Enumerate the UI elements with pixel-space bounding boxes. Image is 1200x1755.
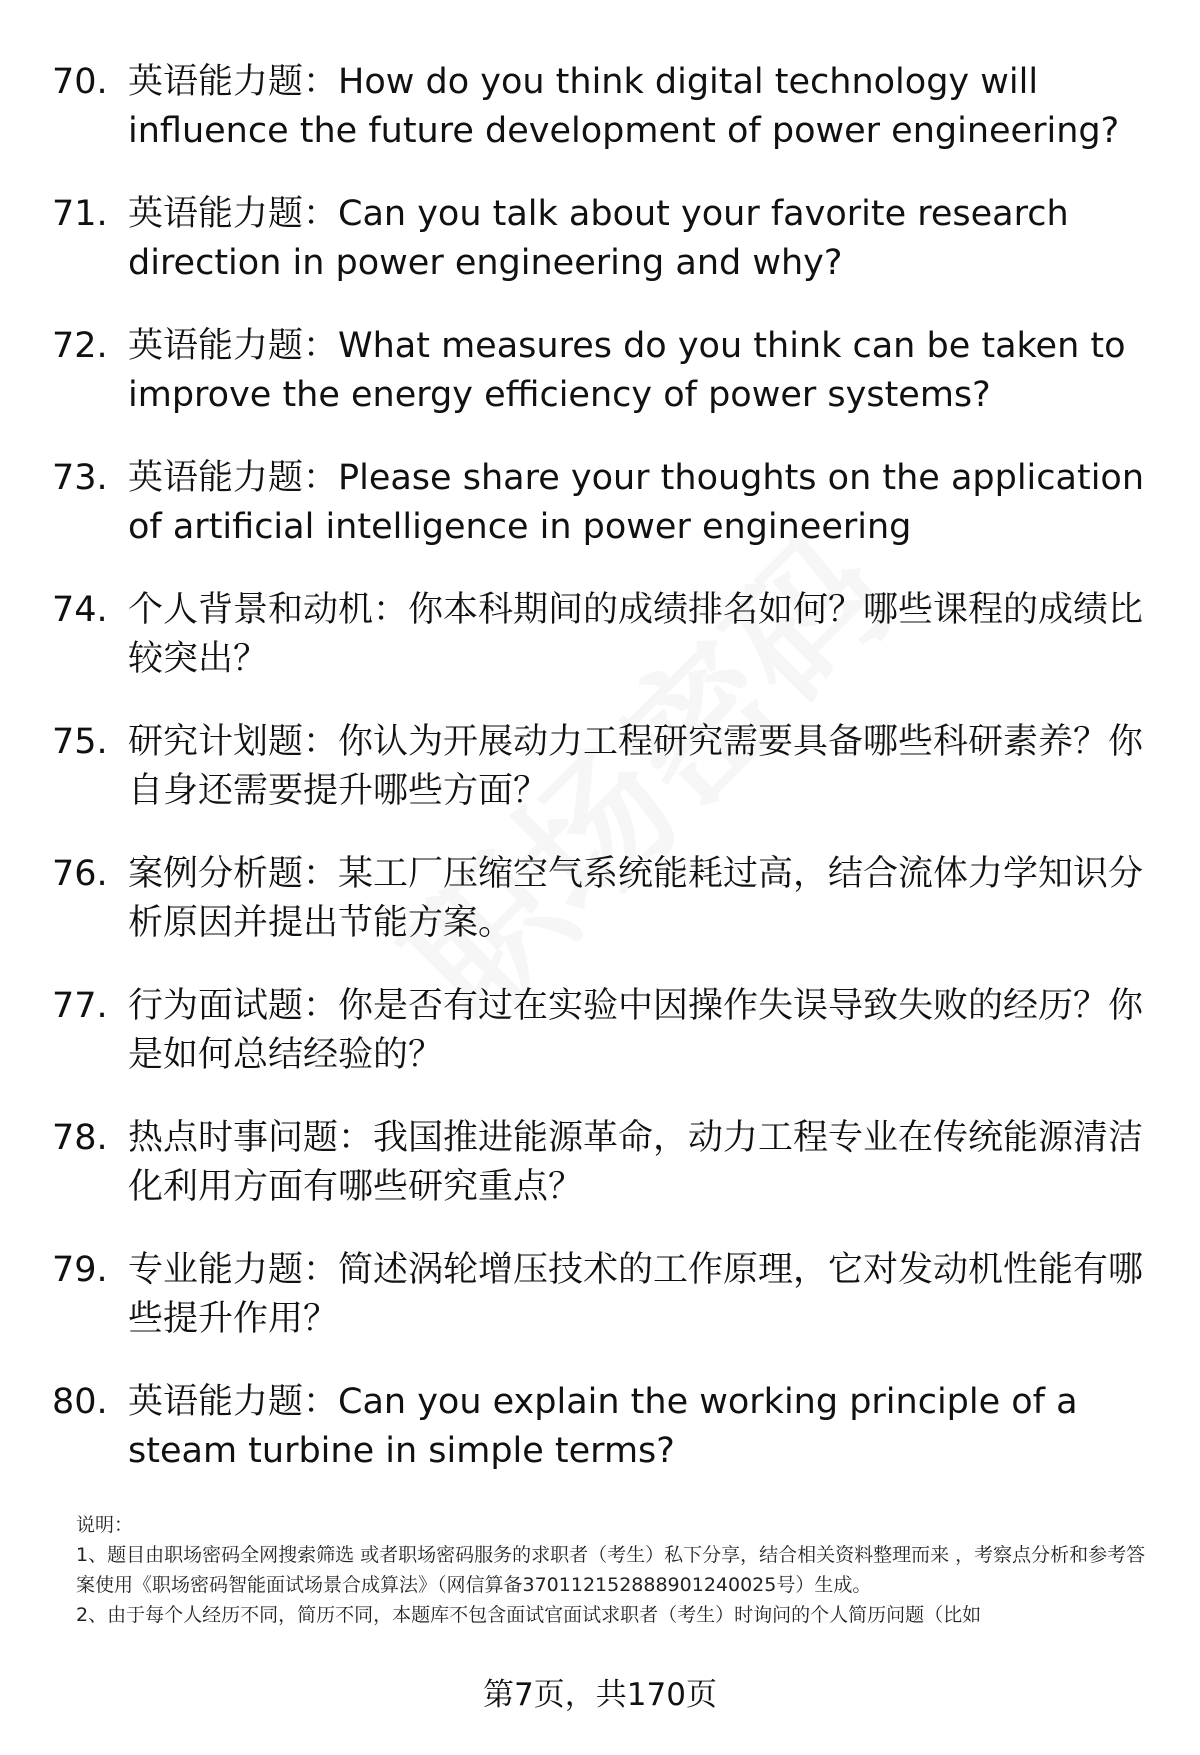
question-text: 个人背景和动机：你本科期间的成绩排名如何？哪些课程的成绩比较突出？	[128, 590, 1144, 679]
question-number: 73.	[52, 458, 108, 498]
question-item	[52, 718, 1152, 816]
question-list	[52, 58, 1152, 1510]
question-number: 79.	[52, 1250, 108, 1290]
question-number: 75.	[52, 722, 108, 762]
notes-section	[76, 1510, 1156, 1630]
question-number: 77.	[52, 986, 108, 1026]
notes-heading: 说明：	[76, 1514, 134, 1536]
question-text: 英语能力题：What measures do you think can be taken to improve the energy efficiency of power systems?	[128, 326, 1126, 415]
question-number: 80.	[52, 1382, 108, 1422]
question-item	[52, 454, 1152, 552]
notes-item: 1、题目由职场密码全网搜索筛选 或者职场密码服务的求职者（考生）私下分享，结合相关资料整理而来 ，考察点分析和参考答案使用《职场密码智能面试场景合成算法》（网信算备370112152888901240025号）生成。	[76, 1544, 1146, 1596]
question-text: 英语能力题：Please share your thoughts on the application of artificial intelligence in power engineering	[128, 458, 1145, 547]
question-number: 76.	[52, 854, 108, 894]
question-text: 英语能力题：How do you think digital technology will influence the future development of power engineering?	[128, 62, 1120, 151]
page-number: 第7页，共170页	[483, 1677, 717, 1713]
question-text: 英语能力题：Can you talk about your favorite research direction in power engineering and why?	[128, 194, 1069, 283]
question-item	[52, 58, 1152, 156]
question-item	[52, 322, 1152, 420]
question-text: 专业能力题：简述涡轮增压技术的工作原理，它对发动机性能有哪些提升作用？	[128, 1250, 1144, 1339]
question-text: 行为面试题：你是否有过在实验中因操作失误导致失败的经历？你是如何总结经验的？	[128, 986, 1144, 1075]
question-text: 案例分析题：某工厂压缩空气系统能耗过高，结合流体力学知识分析原因并提出节能方案。	[128, 854, 1144, 943]
question-number: 78.	[52, 1118, 108, 1158]
question-item	[52, 1378, 1152, 1476]
question-item	[52, 1246, 1152, 1344]
question-item	[52, 850, 1152, 948]
question-item	[52, 190, 1152, 288]
notes-item: 2、由于每个人经历不同，简历不同，本题库不包含面试官面试求职者（考生）时询问的个人简历问题（比如	[76, 1604, 982, 1626]
question-text: 研究计划题：你认为开展动力工程研究需要具备哪些科研素养？你自身还需要提升哪些方面？	[128, 722, 1144, 811]
question-number: 74.	[52, 590, 108, 630]
question-item	[52, 586, 1152, 684]
question-text: 英语能力题：Can you explain the working principle of a steam turbine in simple terms?	[128, 1382, 1078, 1471]
question-text: 热点时事问题：我国推进能源革命，动力工程专业在传统能源清洁化利用方面有哪些研究重点？	[128, 1118, 1144, 1207]
question-item	[52, 982, 1152, 1080]
question-number: 70.	[52, 62, 108, 102]
question-item	[52, 1114, 1152, 1212]
question-number: 71.	[52, 194, 108, 234]
question-number: 72.	[52, 326, 108, 366]
